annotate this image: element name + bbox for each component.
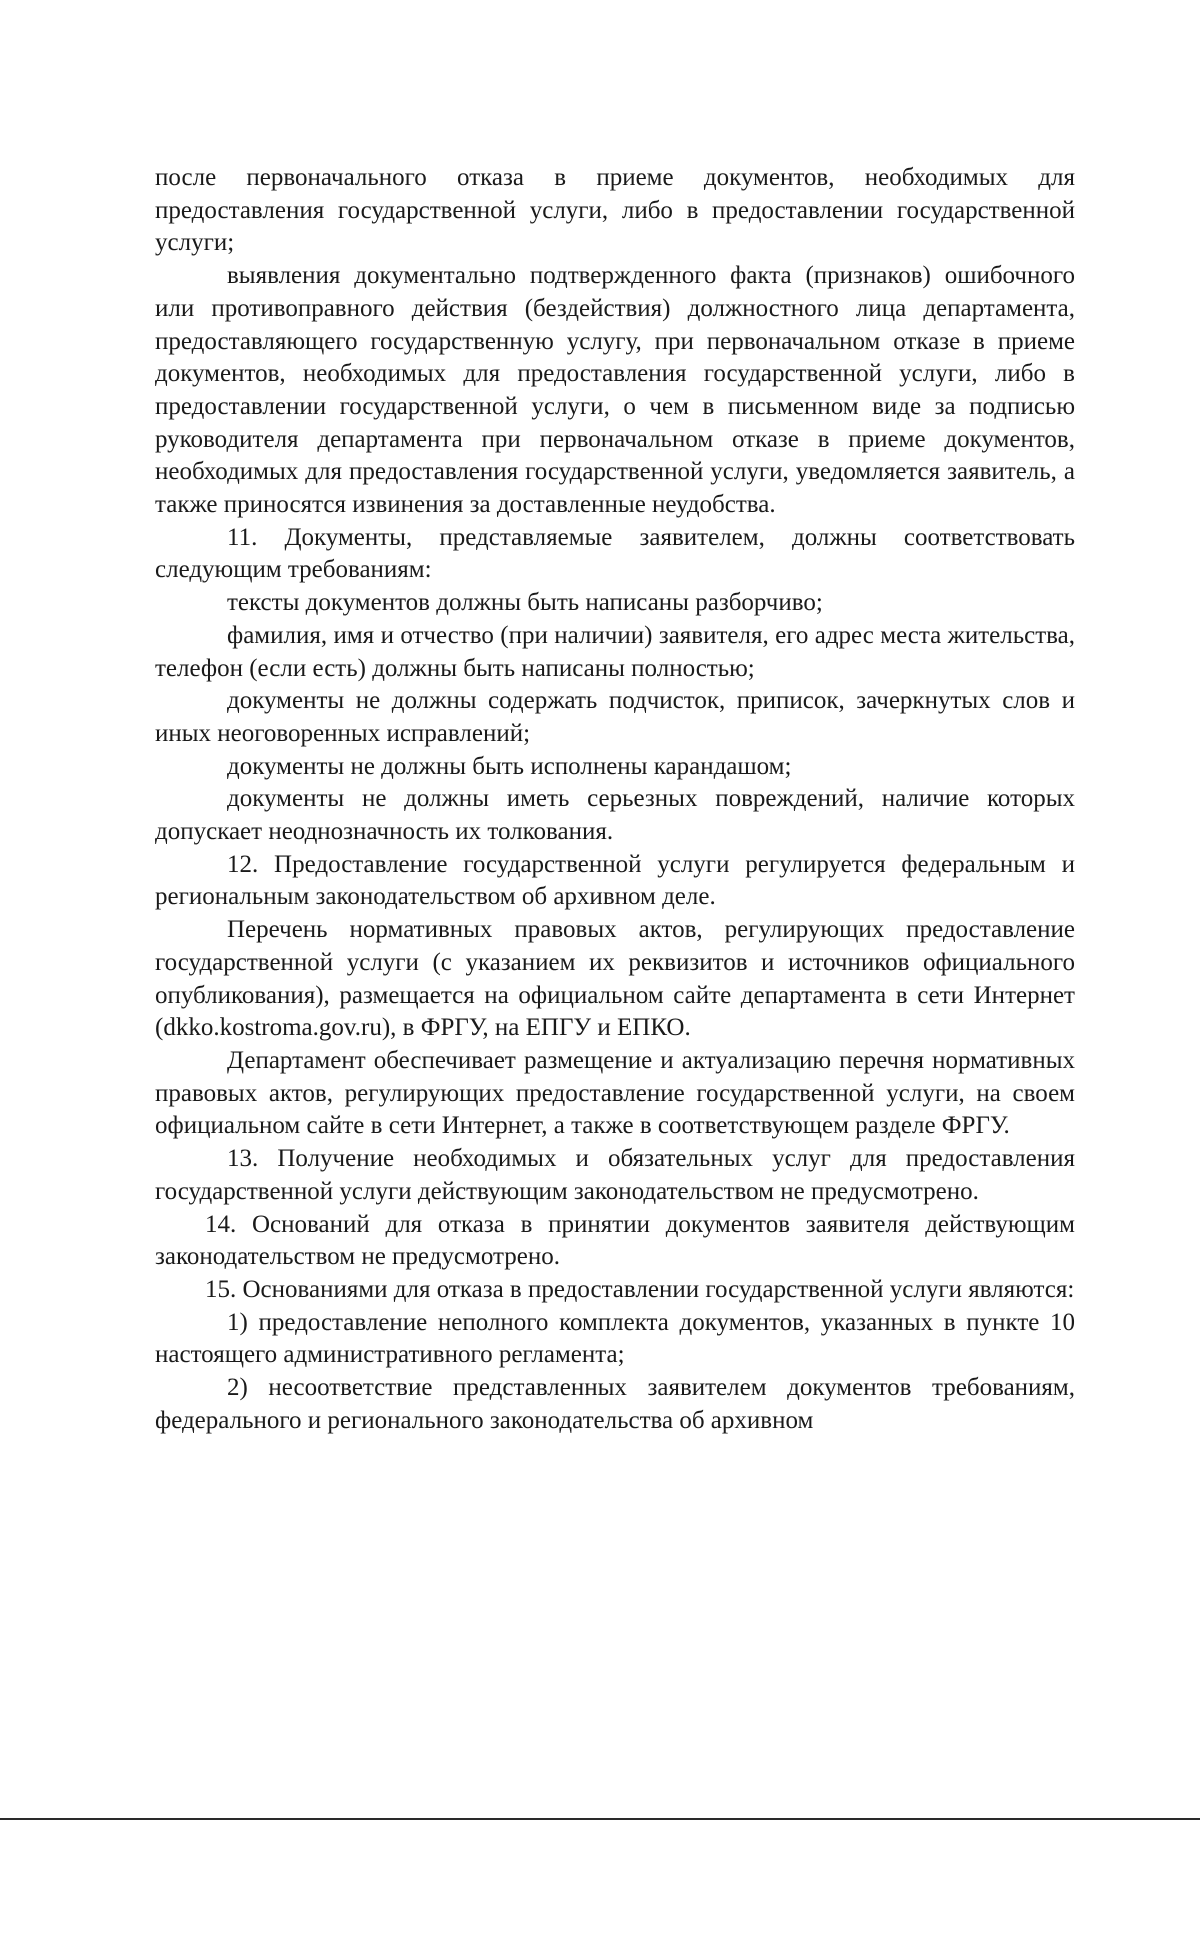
paragraph-requirement-no-damage: документы не должны иметь серьезных повреждений, наличие которых допускает неоднозначность их толкования.	[155, 785, 1075, 846]
page-bottom-divider	[0, 1818, 1200, 1820]
paragraph-continuation: после первоначального отказа в приеме документов, необходимых для предоставления государственной услуги, либо в предоставлении государственной услуги;	[155, 164, 1075, 257]
paragraph-item-15: 15. Основаниями для отказа в предоставлении государственной услуги являются:	[205, 1275, 1075, 1303]
paragraph-item-14: 14. Оснований для отказа в принятии документов заявителя действующим законодательством не предусмотрено.	[155, 1210, 1075, 1271]
paragraph-department-updates: Департамент обеспечивает размещение и актуализацию перечня нормативных правовых актов, регулирующих предоставление государственной услуги, на своем официальном сайте в сети Интернет, а также в соответствующем разделе ФРГУ.	[155, 1046, 1075, 1140]
document-body	[155, 162, 1075, 1437]
paragraph-requirement-no-erasures: документы не должны содержать подчисток, приписок, зачеркнутых слов и иных неоговоренных исправлений;	[155, 687, 1075, 747]
paragraph-violation-detection: выявления документально подтвержденного факта (признаков) ошибочного или противоправного действия (бездействия) должностного лица департамента, предоставляющего государственную услугу, при первоначальном отказе в приеме документов, необходимых для предоставления государственной услуги, либо в предоставлении государственной услуги, о чем в письменном виде за подписью руководителя департамента при первоначальном отказе в приеме документов, необходимых для предоставления государственной услуги, уведомляется заявитель, а также приносятся извинения за доставленные неудобства.	[155, 262, 1075, 519]
paragraph-requirement-full-name: фамилия, имя и отчество (при наличии) заявителя, его адрес места жительства, телефон (если есть) должны быть написаны полностью;	[155, 621, 1075, 682]
paragraph-legal-acts-list: Перечень нормативных правовых актов, регулирующих предоставление государственной услуги (с указанием их реквизитов и источников официального опубликования), размещается на официальном сайте департамента в сети Интернет (dkko.kostroma.gov.ru), в ФРГУ, на ЕПГУ и ЕПКО.	[155, 916, 1075, 1042]
paragraph-reason-2: 2) несоответствие представленных заявителем документов требованиям, федерального и регионального законодательства об архивном	[155, 1374, 1075, 1434]
paragraph-item-12: 12. Предоставление государственной услуги регулируется федеральным и региональным законодательством об архивном деле.	[155, 850, 1075, 911]
paragraph-requirement-legible: тексты документов должны быть написаны разборчиво;	[227, 589, 823, 617]
paragraph-item-13: 13. Получение необходимых и обязательных услуг для предоставления государственной услуги действующим законодательством не предусмотрено.	[155, 1145, 1075, 1205]
paragraph-item-11: 11. Документы, представляемые заявителем, должны соответствовать следующим требованиям:	[155, 523, 1075, 584]
paragraph-reason-1: 1) предоставление неполного комплекта документов, указанных в пункте 10 настоящего административного регламента;	[155, 1308, 1075, 1369]
paragraph-requirement-no-pencil: документы не должны быть исполнены карандашом;	[227, 752, 792, 780]
